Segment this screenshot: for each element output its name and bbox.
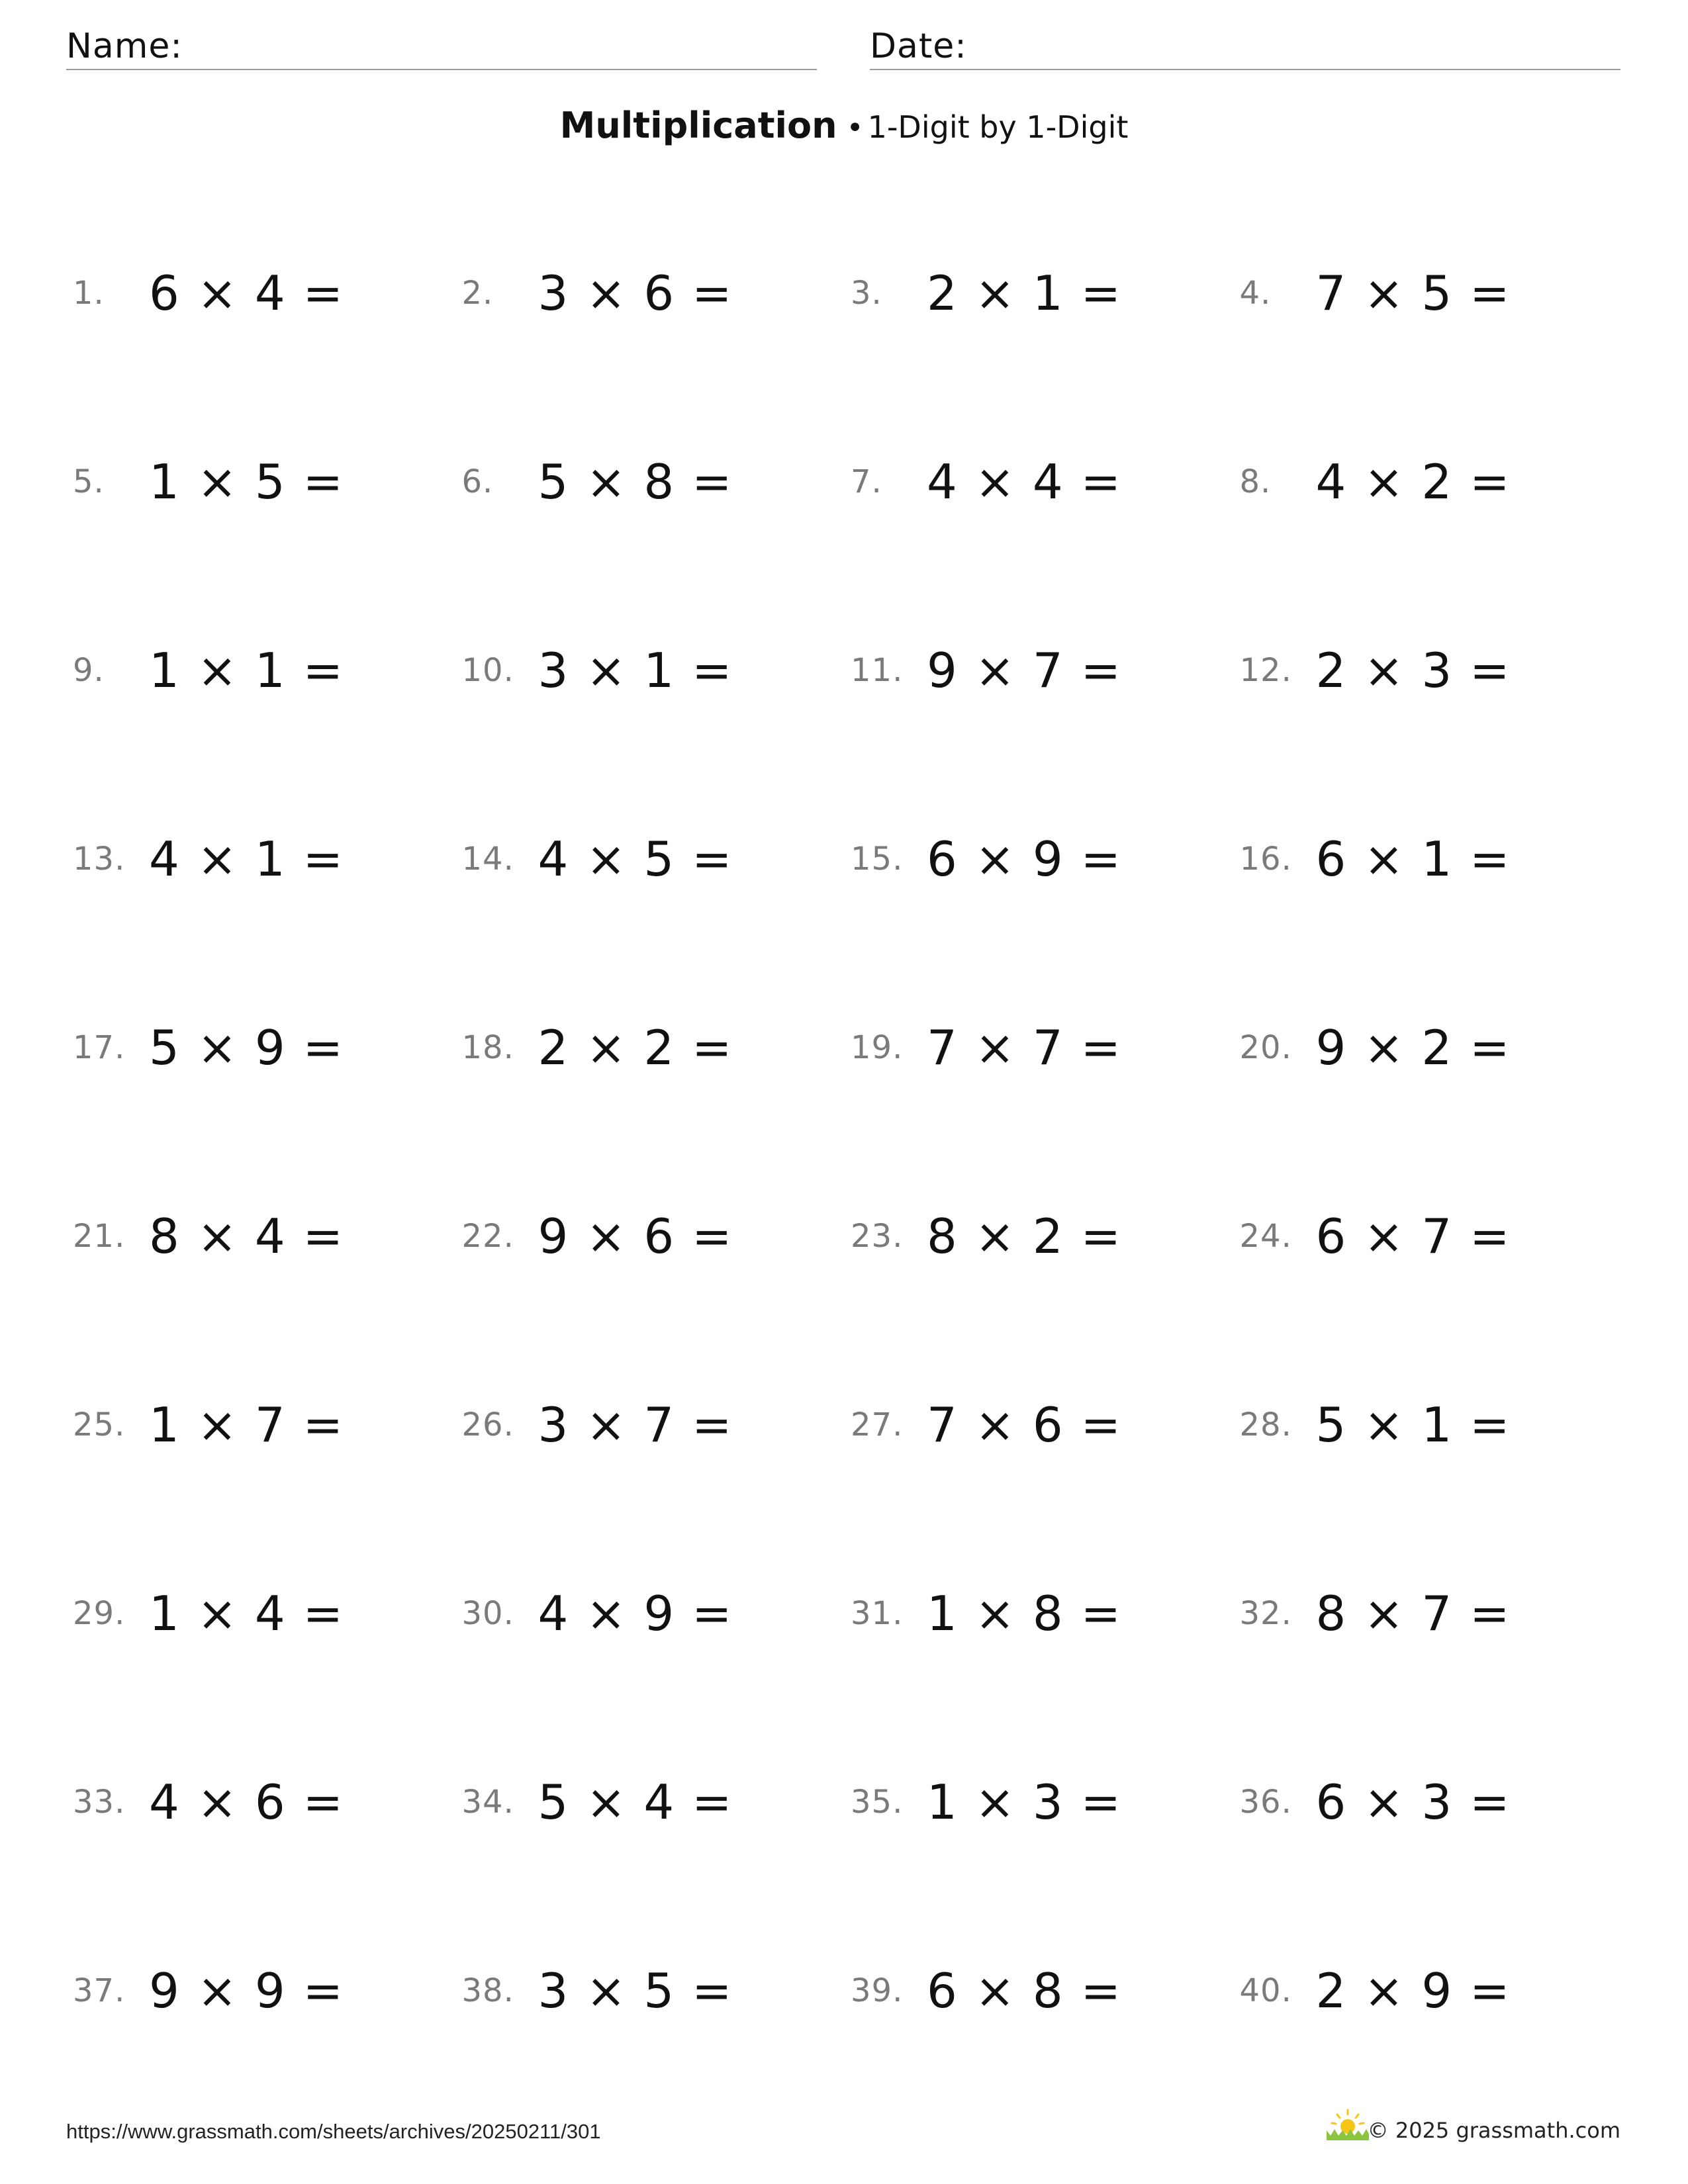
problem-number: 24. bbox=[1239, 1218, 1292, 1255]
problem-expression: 3 × 6 = bbox=[538, 265, 733, 321]
problem-item bbox=[73, 1178, 462, 1295]
problem-item bbox=[851, 1178, 1240, 1295]
problem-expression: 4 × 4 = bbox=[927, 454, 1122, 510]
problem-item bbox=[851, 1933, 1240, 2049]
problem-expression: 8 × 4 = bbox=[149, 1208, 344, 1264]
problem-number: 39. bbox=[851, 1972, 904, 2009]
problem-expression: 9 × 7 = bbox=[927, 643, 1122, 698]
problem-expression: 2 × 1 = bbox=[927, 265, 1122, 321]
problem-number: 19. bbox=[851, 1029, 904, 1066]
problem-number: 26. bbox=[461, 1406, 514, 1443]
title-separator: • bbox=[846, 111, 864, 145]
problem-expression: 6 × 7 = bbox=[1315, 1208, 1511, 1264]
problem-expression: 6 × 9 = bbox=[927, 831, 1122, 887]
problem-item bbox=[73, 1555, 462, 1672]
problem-item bbox=[73, 612, 462, 729]
problem-expression: 1 × 3 = bbox=[927, 1774, 1122, 1830]
problem-number: 30. bbox=[461, 1595, 514, 1632]
problem-item bbox=[1240, 1744, 1629, 1860]
problem-item bbox=[851, 989, 1240, 1106]
problem-number: 35. bbox=[851, 1784, 904, 1821]
problem-number: 22. bbox=[461, 1218, 514, 1255]
problem-expression: 7 × 7 = bbox=[927, 1020, 1122, 1075]
problem-number: 31. bbox=[851, 1595, 904, 1632]
problem-expression: 6 × 4 = bbox=[149, 265, 344, 321]
problem-expression: 7 × 5 = bbox=[1315, 265, 1511, 321]
problem-item bbox=[851, 1744, 1240, 1860]
problem-number: 27. bbox=[851, 1406, 904, 1443]
problem-item bbox=[1240, 235, 1629, 351]
problem-expression: 2 × 2 = bbox=[538, 1020, 733, 1075]
problem-item bbox=[1240, 612, 1629, 729]
problem-item bbox=[851, 235, 1240, 351]
footer-copyright: © 2025 grassmath.com bbox=[1367, 2118, 1620, 2143]
problem-number: 20. bbox=[1239, 1029, 1292, 1066]
problem-expression: 1 × 7 = bbox=[149, 1397, 344, 1453]
title-subtitle: 1-Digit by 1-Digit bbox=[867, 109, 1129, 145]
problem-number: 18. bbox=[461, 1029, 514, 1066]
problem-number: 36. bbox=[1239, 1784, 1292, 1821]
problem-expression: 9 × 2 = bbox=[1315, 1020, 1511, 1075]
problem-number: 11. bbox=[851, 652, 904, 689]
problem-item bbox=[73, 989, 462, 1106]
problem-expression: 4 × 6 = bbox=[149, 1774, 344, 1830]
problem-item bbox=[73, 235, 462, 351]
problem-number: 4. bbox=[1239, 275, 1272, 312]
problem-number: 38. bbox=[461, 1972, 514, 2009]
problem-number: 12. bbox=[1239, 652, 1292, 689]
problem-expression: 5 × 1 = bbox=[1315, 1397, 1511, 1453]
problem-number: 15. bbox=[851, 841, 904, 878]
problem-expression: 2 × 3 = bbox=[1315, 643, 1511, 698]
problem-number: 37. bbox=[73, 1972, 126, 2009]
problem-number: 1. bbox=[73, 275, 105, 312]
problem-expression: 3 × 1 = bbox=[538, 643, 733, 698]
date-field[interactable] bbox=[870, 23, 1620, 70]
problem-expression: 5 × 9 = bbox=[149, 1020, 344, 1075]
problem-number: 29. bbox=[73, 1595, 126, 1632]
problem-number: 25. bbox=[73, 1406, 126, 1443]
problem-item bbox=[73, 424, 462, 540]
problem-item bbox=[1240, 1933, 1629, 2049]
problem-number: 8. bbox=[1239, 463, 1272, 500]
problem-expression: 1 × 4 = bbox=[149, 1586, 344, 1641]
problem-expression: 3 × 7 = bbox=[538, 1397, 733, 1453]
name-field[interactable] bbox=[66, 23, 817, 70]
problem-number: 32. bbox=[1239, 1595, 1292, 1632]
problem-item bbox=[1240, 424, 1629, 540]
problem-item bbox=[1240, 989, 1629, 1106]
problem-item bbox=[851, 424, 1240, 540]
problem-item bbox=[851, 612, 1240, 729]
problem-item bbox=[462, 989, 851, 1106]
problem-item bbox=[462, 1933, 851, 2049]
problem-item bbox=[73, 1744, 462, 1860]
problem-number: 23. bbox=[851, 1218, 904, 1255]
problem-expression: 8 × 2 = bbox=[927, 1208, 1122, 1264]
problem-item bbox=[851, 1555, 1240, 1672]
problem-number: 16. bbox=[1239, 841, 1292, 878]
worksheet-title bbox=[0, 105, 1688, 146]
problem-number: 6. bbox=[461, 463, 494, 500]
problem-expression: 4 × 2 = bbox=[1315, 454, 1511, 510]
problem-item bbox=[1240, 1178, 1629, 1295]
problem-expression: 1 × 5 = bbox=[149, 454, 344, 510]
problem-number: 2. bbox=[461, 275, 494, 312]
problem-expression: 1 × 8 = bbox=[927, 1586, 1122, 1641]
problem-number: 28. bbox=[1239, 1406, 1292, 1443]
problem-item bbox=[462, 612, 851, 729]
problem-item bbox=[73, 1933, 462, 2049]
problem-expression: 6 × 1 = bbox=[1315, 831, 1511, 887]
problem-number: 21. bbox=[73, 1218, 126, 1255]
problem-item bbox=[1240, 1367, 1629, 1483]
problem-number: 5. bbox=[73, 463, 105, 500]
problem-number: 17. bbox=[73, 1029, 126, 1066]
name-label: Name: bbox=[66, 26, 183, 66]
problem-item bbox=[462, 1178, 851, 1295]
problem-item bbox=[73, 1367, 462, 1483]
problem-expression: 5 × 4 = bbox=[538, 1774, 733, 1830]
problem-expression: 3 × 5 = bbox=[538, 1963, 733, 2019]
problem-item bbox=[1240, 1555, 1629, 1672]
problem-item bbox=[462, 1744, 851, 1860]
problem-expression: 1 × 1 = bbox=[149, 643, 344, 698]
problem-number: 40. bbox=[1239, 1972, 1292, 2009]
sun-over-grass-icon bbox=[1324, 2109, 1372, 2142]
problem-number: 7. bbox=[851, 463, 882, 500]
problem-item bbox=[851, 1367, 1240, 1483]
problem-expression: 4 × 9 = bbox=[538, 1586, 733, 1641]
problem-number: 34. bbox=[461, 1784, 514, 1821]
problem-expression: 7 × 6 = bbox=[927, 1397, 1122, 1453]
problem-item bbox=[462, 235, 851, 351]
problem-number: 13. bbox=[73, 841, 126, 878]
problem-item bbox=[462, 801, 851, 917]
problem-expression: 2 × 9 = bbox=[1315, 1963, 1511, 2019]
title-main: Multiplication bbox=[559, 105, 837, 146]
date-label: Date: bbox=[870, 26, 967, 66]
problem-expression: 9 × 6 = bbox=[538, 1208, 733, 1264]
problem-item bbox=[1240, 801, 1629, 917]
problem-expression: 4 × 1 = bbox=[149, 831, 344, 887]
problem-expression: 8 × 7 = bbox=[1315, 1586, 1511, 1641]
problem-number: 10. bbox=[461, 652, 514, 689]
problem-expression: 5 × 8 = bbox=[538, 454, 733, 510]
problem-expression: 9 × 9 = bbox=[149, 1963, 344, 2019]
problem-item bbox=[73, 801, 462, 917]
problem-number: 3. bbox=[851, 275, 882, 312]
problem-number: 33. bbox=[73, 1784, 126, 1821]
problem-grid bbox=[73, 235, 1628, 2121]
problem-expression: 6 × 3 = bbox=[1315, 1774, 1511, 1830]
problem-item bbox=[462, 1367, 851, 1483]
problem-number: 14. bbox=[461, 841, 514, 878]
footer-url: https://www.grassmath.com/sheets/archives/20250211/301 bbox=[66, 2120, 601, 2143]
problem-item bbox=[462, 424, 851, 540]
problem-item bbox=[851, 801, 1240, 917]
problem-item bbox=[462, 1555, 851, 1672]
problem-number: 9. bbox=[73, 652, 105, 689]
problem-expression: 6 × 8 = bbox=[927, 1963, 1122, 2019]
problem-expression: 4 × 5 = bbox=[538, 831, 733, 887]
